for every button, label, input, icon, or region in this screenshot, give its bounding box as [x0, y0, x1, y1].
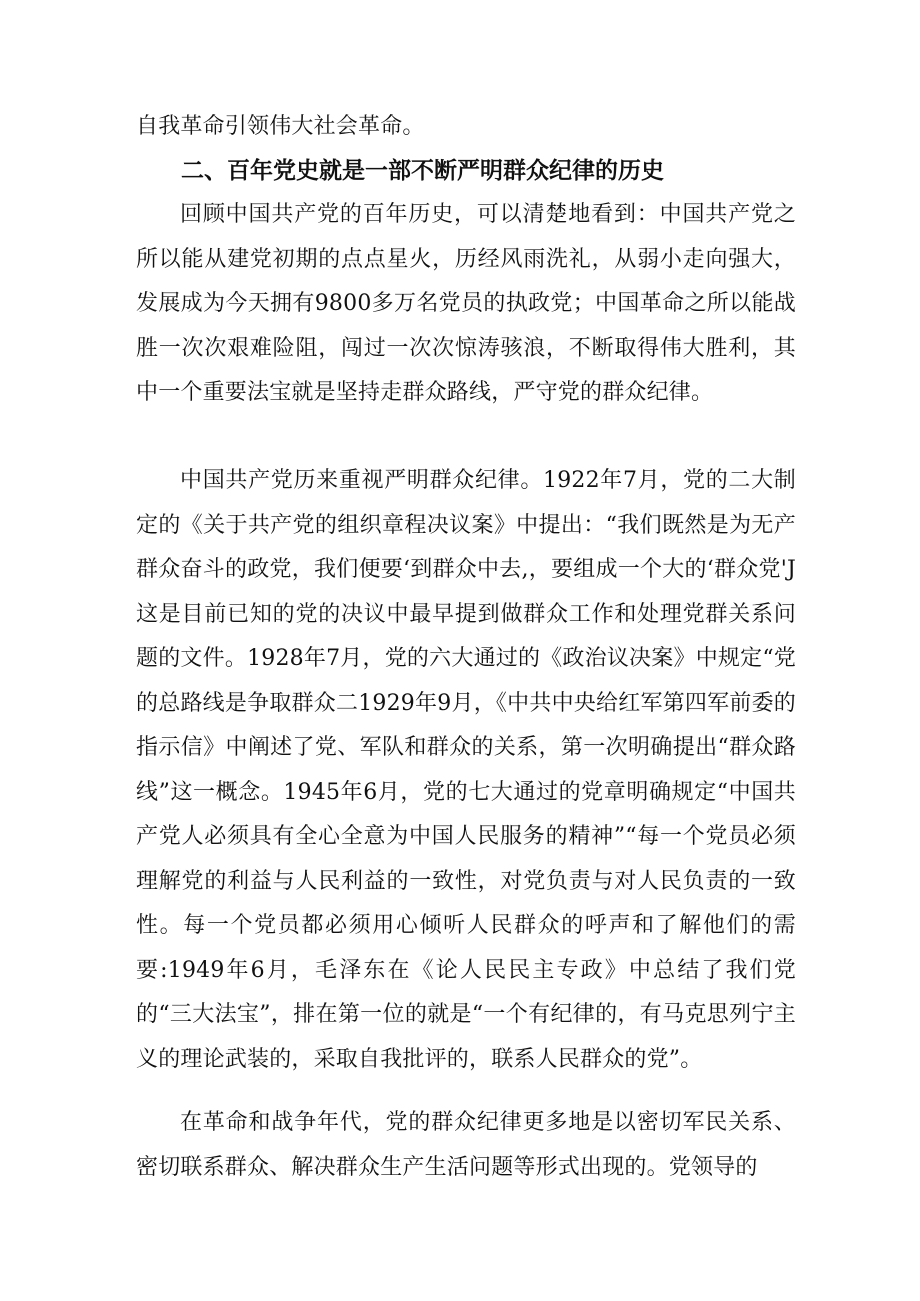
paragraph-block-2 [136, 459, 796, 1082]
body-paragraph-revolution: 在革命和战争年代，党的群众纪律更多地是以密切军民关系、密切联系群众、解决群众生产生活问题等形式出现的。党领导的 [136, 1110, 796, 1180]
lead-in-block [136, 105, 796, 150]
body-paragraph-review: 回顾中国共产党的百年历史，可以清楚地看到：中国共产党之所以能从建党初期的点点星火，历经风雨洗礼，从弱小走向强大，发展成为今天拥有9800多万名党员的执政党；中国革命之所以能战胜一次次艰难险阻，闯过一次次惊涛骇浪，不断取得伟大胜利，其中一个重要法宝就是坚持走群众路线，严守党的群众纪律。 [136, 202, 796, 405]
paragraph-block-1 [136, 193, 796, 416]
paragraph-block-3 [136, 1101, 796, 1190]
body-paragraph-history: 中国共产党历来重视严明群众纪律。1922年7月，党的二大制定的《关于共产党的组织章程决议案》中提出：“我们既然是为无产群众奋斗的政党，我们便要‘到群众中去,，要组成一个大的‘群众党'J这是目前已知的党的决议中最早提到做群众工作和处理党群关系问题的文件。1928年7月，党的六大通过的《政治议决案》中规定“党的总路线是争取群众二1929年9月，《中共中央给红军第四军前委的指示信》中阐述了党、军队和群众的关系，第一次明确提出“群众路线”这一概念。1945年6月，党的七大通过的党章明确规定“中国共产党人必须具有全心全意为中国人民服务的精神”“每一个党员必须理解党的利益与人民利益的一致性，对党负责与对人民负责的一致性。每一个党员都必须用心倾听人民群众的呼声和了解他们的需要:1949年6月，毛泽东在《论人民民主专政》中总结了我们党的“三大法宝”，排在第一位的就是“一个有纪律的，有马克思列宁主义的理论武装的，采取自我批评的，联系人民群众的党”。 [136, 468, 796, 1072]
section-heading: 二、百年党史就是一部不断严明群众纪律的历史 [181, 158, 664, 184]
lead-in-line: 自我革命引领伟大社会革命。 [136, 114, 425, 139]
